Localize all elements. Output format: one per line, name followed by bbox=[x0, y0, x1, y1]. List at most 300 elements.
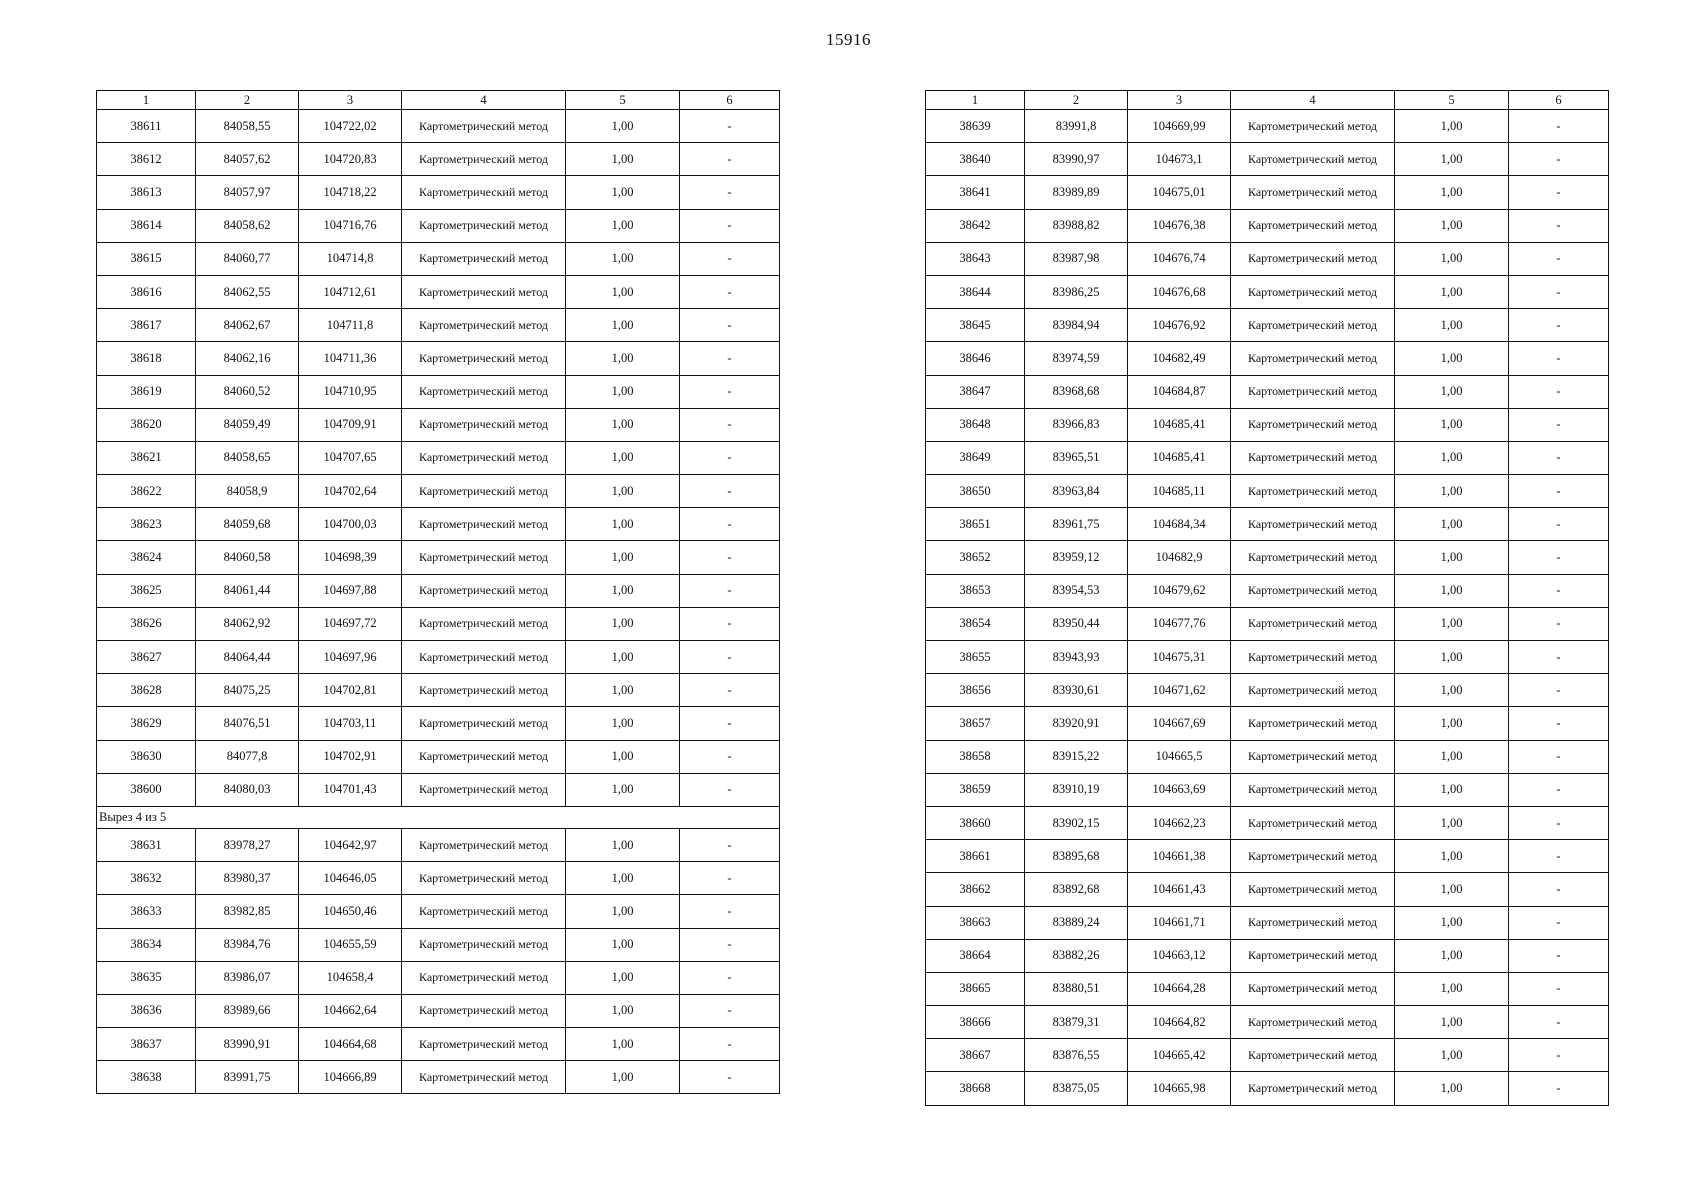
accuracy-cell: 1,00 bbox=[1395, 939, 1509, 972]
y-coordinate-cell: 104722,02 bbox=[299, 110, 402, 143]
y-coordinate-cell: 104702,64 bbox=[299, 475, 402, 508]
accuracy-cell: 1,00 bbox=[566, 674, 680, 707]
accuracy-cell: 1,00 bbox=[1395, 607, 1509, 640]
table-row bbox=[926, 873, 1609, 906]
method-cell: Картометрический метод bbox=[1231, 143, 1395, 176]
y-coordinate-cell: 104685,41 bbox=[1128, 408, 1231, 441]
y-coordinate-cell: 104646,05 bbox=[299, 862, 402, 895]
y-coordinate-cell: 104671,62 bbox=[1128, 674, 1231, 707]
description-cell: - bbox=[1509, 209, 1609, 242]
x-coordinate-cell: 83986,25 bbox=[1025, 275, 1128, 308]
method-cell: Картометрический метод bbox=[1231, 110, 1395, 143]
table-row bbox=[926, 475, 1609, 508]
table-row bbox=[97, 275, 780, 308]
y-coordinate-cell: 104714,8 bbox=[299, 242, 402, 275]
description-cell: - bbox=[680, 895, 780, 928]
y-coordinate-cell: 104662,64 bbox=[299, 994, 402, 1027]
table-row bbox=[97, 674, 780, 707]
y-coordinate-cell: 104697,72 bbox=[299, 607, 402, 640]
x-coordinate-cell: 84059,68 bbox=[196, 508, 299, 541]
accuracy-cell: 1,00 bbox=[566, 994, 680, 1027]
point-number-cell: 38658 bbox=[926, 740, 1025, 773]
accuracy-cell: 1,00 bbox=[566, 574, 680, 607]
point-number-cell: 38617 bbox=[97, 309, 196, 342]
accuracy-cell: 1,00 bbox=[1395, 541, 1509, 574]
point-number-cell: 38634 bbox=[97, 928, 196, 961]
method-cell: Картометрический метод bbox=[402, 641, 566, 674]
point-number-cell: 38637 bbox=[97, 1028, 196, 1061]
method-cell: Картометрический метод bbox=[402, 574, 566, 607]
point-number-cell: 38631 bbox=[97, 828, 196, 861]
accuracy-cell: 1,00 bbox=[1395, 342, 1509, 375]
method-cell: Картометрический метод bbox=[1231, 906, 1395, 939]
method-cell: Картометрический метод bbox=[1231, 1072, 1395, 1105]
y-coordinate-cell: 104682,49 bbox=[1128, 342, 1231, 375]
column-header-1: 1 bbox=[97, 91, 196, 110]
accuracy-cell: 1,00 bbox=[566, 441, 680, 474]
y-coordinate-cell: 104663,69 bbox=[1128, 773, 1231, 806]
point-number-cell: 38640 bbox=[926, 143, 1025, 176]
description-cell: - bbox=[1509, 1039, 1609, 1072]
point-number-cell: 38618 bbox=[97, 342, 196, 375]
table-row bbox=[926, 209, 1609, 242]
point-number-cell: 38624 bbox=[97, 541, 196, 574]
y-coordinate-cell: 104662,23 bbox=[1128, 806, 1231, 839]
table-row bbox=[926, 906, 1609, 939]
point-number-cell: 38638 bbox=[97, 1061, 196, 1094]
point-number-cell: 38644 bbox=[926, 275, 1025, 308]
y-coordinate-cell: 104675,01 bbox=[1128, 176, 1231, 209]
x-coordinate-cell: 83982,85 bbox=[196, 895, 299, 928]
column-header-4: 4 bbox=[402, 91, 566, 110]
table-row bbox=[926, 275, 1609, 308]
x-coordinate-cell: 83876,55 bbox=[1025, 1039, 1128, 1072]
description-cell: - bbox=[1509, 342, 1609, 375]
table-row bbox=[926, 408, 1609, 441]
description-cell: - bbox=[1509, 1072, 1609, 1105]
description-cell: - bbox=[1509, 574, 1609, 607]
table-header-row bbox=[926, 91, 1609, 110]
point-number-cell: 38665 bbox=[926, 972, 1025, 1005]
description-cell: - bbox=[1509, 475, 1609, 508]
method-cell: Картометрический метод bbox=[1231, 607, 1395, 640]
point-number-cell: 38646 bbox=[926, 342, 1025, 375]
table-row bbox=[97, 895, 780, 928]
x-coordinate-cell: 83950,44 bbox=[1025, 607, 1128, 640]
table-row bbox=[926, 972, 1609, 1005]
accuracy-cell: 1,00 bbox=[1395, 773, 1509, 806]
accuracy-cell: 1,00 bbox=[566, 828, 680, 861]
accuracy-cell: 1,00 bbox=[1395, 242, 1509, 275]
method-cell: Картометрический метод bbox=[1231, 674, 1395, 707]
x-coordinate-cell: 83915,22 bbox=[1025, 740, 1128, 773]
description-cell: - bbox=[680, 508, 780, 541]
point-number-cell: 38612 bbox=[97, 143, 196, 176]
description-cell: - bbox=[680, 607, 780, 640]
accuracy-cell: 1,00 bbox=[1395, 806, 1509, 839]
x-coordinate-cell: 84077,8 bbox=[196, 740, 299, 773]
table-row bbox=[97, 375, 780, 408]
method-cell: Картометрический метод bbox=[1231, 840, 1395, 873]
description-cell: - bbox=[1509, 143, 1609, 176]
y-coordinate-cell: 104702,81 bbox=[299, 674, 402, 707]
table-row bbox=[926, 541, 1609, 574]
accuracy-cell: 1,00 bbox=[1395, 740, 1509, 773]
method-cell: Картометрический метод bbox=[402, 309, 566, 342]
x-coordinate-cell: 84057,97 bbox=[196, 176, 299, 209]
point-number-cell: 38619 bbox=[97, 375, 196, 408]
table-row bbox=[926, 939, 1609, 972]
coordinates-table-right bbox=[925, 90, 1609, 1106]
accuracy-cell: 1,00 bbox=[1395, 873, 1509, 906]
method-cell: Картометрический метод bbox=[1231, 939, 1395, 972]
x-coordinate-cell: 83943,93 bbox=[1025, 641, 1128, 674]
x-coordinate-cell: 83882,26 bbox=[1025, 939, 1128, 972]
method-cell: Картометрический метод bbox=[402, 828, 566, 861]
point-number-cell: 38641 bbox=[926, 176, 1025, 209]
table-row bbox=[97, 828, 780, 861]
page-number: 15916 bbox=[826, 30, 871, 49]
description-cell: - bbox=[680, 176, 780, 209]
point-number-cell: 38620 bbox=[97, 408, 196, 441]
x-coordinate-cell: 83987,98 bbox=[1025, 242, 1128, 275]
y-coordinate-cell: 104665,5 bbox=[1128, 740, 1231, 773]
description-cell: - bbox=[1509, 508, 1609, 541]
point-number-cell: 38616 bbox=[97, 275, 196, 308]
table-row bbox=[97, 1061, 780, 1094]
y-coordinate-cell: 104700,03 bbox=[299, 508, 402, 541]
table-row bbox=[926, 143, 1609, 176]
x-coordinate-cell: 83902,15 bbox=[1025, 806, 1128, 839]
y-coordinate-cell: 104663,12 bbox=[1128, 939, 1231, 972]
point-number-cell: 38613 bbox=[97, 176, 196, 209]
description-cell: - bbox=[680, 275, 780, 308]
description-cell: - bbox=[680, 574, 780, 607]
x-coordinate-cell: 83895,68 bbox=[1025, 840, 1128, 873]
table-row bbox=[926, 309, 1609, 342]
x-coordinate-cell: 84058,55 bbox=[196, 110, 299, 143]
point-number-cell: 38648 bbox=[926, 408, 1025, 441]
column-header-3: 3 bbox=[299, 91, 402, 110]
description-cell: - bbox=[1509, 607, 1609, 640]
accuracy-cell: 1,00 bbox=[1395, 840, 1509, 873]
accuracy-cell: 1,00 bbox=[1395, 674, 1509, 707]
x-coordinate-cell: 83910,19 bbox=[1025, 773, 1128, 806]
y-coordinate-cell: 104666,89 bbox=[299, 1061, 402, 1094]
method-cell: Картометрический метод bbox=[402, 242, 566, 275]
method-cell: Картометрический метод bbox=[1231, 972, 1395, 1005]
point-number-cell: 38611 bbox=[97, 110, 196, 143]
x-coordinate-cell: 83966,83 bbox=[1025, 408, 1128, 441]
point-number-cell: 38660 bbox=[926, 806, 1025, 839]
table-row bbox=[97, 242, 780, 275]
column-header-6: 6 bbox=[1509, 91, 1609, 110]
accuracy-cell: 1,00 bbox=[566, 110, 680, 143]
description-cell: - bbox=[680, 541, 780, 574]
accuracy-cell: 1,00 bbox=[1395, 143, 1509, 176]
description-cell: - bbox=[680, 828, 780, 861]
accuracy-cell: 1,00 bbox=[1395, 574, 1509, 607]
y-coordinate-cell: 104711,8 bbox=[299, 309, 402, 342]
description-cell: - bbox=[1509, 806, 1609, 839]
method-cell: Картометрический метод bbox=[1231, 275, 1395, 308]
y-coordinate-cell: 104676,92 bbox=[1128, 309, 1231, 342]
x-coordinate-cell: 84057,62 bbox=[196, 143, 299, 176]
accuracy-cell: 1,00 bbox=[1395, 110, 1509, 143]
point-number-cell: 38652 bbox=[926, 541, 1025, 574]
point-number-cell: 38633 bbox=[97, 895, 196, 928]
table-row bbox=[926, 1072, 1609, 1105]
y-coordinate-cell: 104650,46 bbox=[299, 895, 402, 928]
point-number-cell: 38614 bbox=[97, 209, 196, 242]
x-coordinate-cell: 83980,37 bbox=[196, 862, 299, 895]
table-row bbox=[97, 994, 780, 1027]
x-coordinate-cell: 84080,03 bbox=[196, 773, 299, 806]
y-coordinate-cell: 104701,43 bbox=[299, 773, 402, 806]
method-cell: Картометрический метод bbox=[402, 375, 566, 408]
y-coordinate-cell: 104684,34 bbox=[1128, 508, 1231, 541]
method-cell: Картометрический метод bbox=[402, 342, 566, 375]
x-coordinate-cell: 84058,62 bbox=[196, 209, 299, 242]
table-row bbox=[97, 475, 780, 508]
column-header-5: 5 bbox=[1395, 91, 1509, 110]
y-coordinate-cell: 104661,71 bbox=[1128, 906, 1231, 939]
point-number-cell: 38632 bbox=[97, 862, 196, 895]
x-coordinate-cell: 83991,75 bbox=[196, 1061, 299, 1094]
table-row bbox=[926, 773, 1609, 806]
point-number-cell: 38647 bbox=[926, 375, 1025, 408]
table-row bbox=[97, 707, 780, 740]
x-coordinate-cell: 84060,52 bbox=[196, 375, 299, 408]
column-header-2: 2 bbox=[196, 91, 299, 110]
description-cell: - bbox=[1509, 707, 1609, 740]
method-cell: Картометрический метод bbox=[1231, 707, 1395, 740]
y-coordinate-cell: 104679,62 bbox=[1128, 574, 1231, 607]
y-coordinate-cell: 104642,97 bbox=[299, 828, 402, 861]
method-cell: Картометрический метод bbox=[402, 994, 566, 1027]
column-header-3: 3 bbox=[1128, 91, 1231, 110]
x-coordinate-cell: 84062,92 bbox=[196, 607, 299, 640]
x-coordinate-cell: 83880,51 bbox=[1025, 972, 1128, 1005]
x-coordinate-cell: 84059,49 bbox=[196, 408, 299, 441]
accuracy-cell: 1,00 bbox=[566, 275, 680, 308]
table-row bbox=[97, 740, 780, 773]
method-cell: Картометрический метод bbox=[402, 707, 566, 740]
accuracy-cell: 1,00 bbox=[566, 862, 680, 895]
point-number-cell: 38654 bbox=[926, 607, 1025, 640]
method-cell: Картометрический метод bbox=[1231, 740, 1395, 773]
description-cell: - bbox=[1509, 176, 1609, 209]
point-number-cell: 38600 bbox=[97, 773, 196, 806]
accuracy-cell: 1,00 bbox=[566, 1061, 680, 1094]
description-cell: - bbox=[1509, 740, 1609, 773]
table-row bbox=[926, 342, 1609, 375]
y-coordinate-cell: 104665,42 bbox=[1128, 1039, 1231, 1072]
x-coordinate-cell: 83961,75 bbox=[1025, 508, 1128, 541]
method-cell: Картометрический метод bbox=[402, 209, 566, 242]
method-cell: Картометрический метод bbox=[1231, 309, 1395, 342]
y-coordinate-cell: 104707,65 bbox=[299, 441, 402, 474]
accuracy-cell: 1,00 bbox=[1395, 441, 1509, 474]
table-row bbox=[97, 961, 780, 994]
method-cell: Картометрический метод bbox=[402, 928, 566, 961]
column-header-1: 1 bbox=[926, 91, 1025, 110]
table-row bbox=[97, 143, 780, 176]
accuracy-cell: 1,00 bbox=[1395, 707, 1509, 740]
y-coordinate-cell: 104669,99 bbox=[1128, 110, 1231, 143]
description-cell: - bbox=[680, 143, 780, 176]
table-row bbox=[926, 110, 1609, 143]
point-number-cell: 38666 bbox=[926, 1006, 1025, 1039]
description-cell: - bbox=[680, 641, 780, 674]
method-cell: Картометрический метод bbox=[402, 961, 566, 994]
accuracy-cell: 1,00 bbox=[1395, 641, 1509, 674]
description-cell: - bbox=[680, 110, 780, 143]
description-cell: - bbox=[1509, 375, 1609, 408]
accuracy-cell: 1,00 bbox=[566, 309, 680, 342]
table-row bbox=[97, 342, 780, 375]
accuracy-cell: 1,00 bbox=[566, 342, 680, 375]
table-row bbox=[97, 1028, 780, 1061]
method-cell: Картометрический метод bbox=[402, 508, 566, 541]
description-cell: - bbox=[1509, 408, 1609, 441]
x-coordinate-cell: 83889,24 bbox=[1025, 906, 1128, 939]
description-cell: - bbox=[680, 408, 780, 441]
y-coordinate-cell: 104698,39 bbox=[299, 541, 402, 574]
table-row bbox=[97, 541, 780, 574]
description-cell: - bbox=[1509, 939, 1609, 972]
accuracy-cell: 1,00 bbox=[1395, 1072, 1509, 1105]
table-row bbox=[926, 176, 1609, 209]
description-cell: - bbox=[680, 1061, 780, 1094]
method-cell: Картометрический метод bbox=[1231, 541, 1395, 574]
table-row bbox=[97, 441, 780, 474]
point-number-cell: 38629 bbox=[97, 707, 196, 740]
x-coordinate-cell: 83930,61 bbox=[1025, 674, 1128, 707]
point-number-cell: 38642 bbox=[926, 209, 1025, 242]
table-row bbox=[97, 408, 780, 441]
accuracy-cell: 1,00 bbox=[566, 773, 680, 806]
x-coordinate-cell: 83989,66 bbox=[196, 994, 299, 1027]
method-cell: Картометрический метод bbox=[402, 275, 566, 308]
x-coordinate-cell: 83978,27 bbox=[196, 828, 299, 861]
description-cell: - bbox=[1509, 309, 1609, 342]
x-coordinate-cell: 83991,8 bbox=[1025, 110, 1128, 143]
point-number-cell: 38661 bbox=[926, 840, 1025, 873]
accuracy-cell: 1,00 bbox=[566, 209, 680, 242]
method-cell: Картометрический метод bbox=[402, 607, 566, 640]
method-cell: Картометрический метод bbox=[1231, 873, 1395, 906]
description-cell: - bbox=[1509, 773, 1609, 806]
accuracy-cell: 1,00 bbox=[566, 242, 680, 275]
accuracy-cell: 1,00 bbox=[1395, 475, 1509, 508]
accuracy-cell: 1,00 bbox=[566, 475, 680, 508]
y-coordinate-cell: 104673,1 bbox=[1128, 143, 1231, 176]
table-row bbox=[926, 840, 1609, 873]
point-number-cell: 38662 bbox=[926, 873, 1025, 906]
y-coordinate-cell: 104712,61 bbox=[299, 275, 402, 308]
y-coordinate-cell: 104702,91 bbox=[299, 740, 402, 773]
y-coordinate-cell: 104661,38 bbox=[1128, 840, 1231, 873]
description-cell: - bbox=[680, 1028, 780, 1061]
point-number-cell: 38639 bbox=[926, 110, 1025, 143]
accuracy-cell: 1,00 bbox=[566, 541, 680, 574]
x-coordinate-cell: 83988,82 bbox=[1025, 209, 1128, 242]
y-coordinate-cell: 104658,4 bbox=[299, 961, 402, 994]
x-coordinate-cell: 84060,77 bbox=[196, 242, 299, 275]
description-cell: - bbox=[680, 740, 780, 773]
accuracy-cell: 1,00 bbox=[566, 707, 680, 740]
x-coordinate-cell: 83986,07 bbox=[196, 961, 299, 994]
table-row bbox=[926, 574, 1609, 607]
description-cell: - bbox=[1509, 441, 1609, 474]
description-cell: - bbox=[680, 342, 780, 375]
x-coordinate-cell: 83984,76 bbox=[196, 928, 299, 961]
point-number-cell: 38626 bbox=[97, 607, 196, 640]
x-coordinate-cell: 84061,44 bbox=[196, 574, 299, 607]
point-number-cell: 38668 bbox=[926, 1072, 1025, 1105]
table-row bbox=[97, 574, 780, 607]
method-cell: Картометрический метод bbox=[402, 441, 566, 474]
description-cell: - bbox=[1509, 873, 1609, 906]
table-row bbox=[926, 375, 1609, 408]
description-cell: - bbox=[680, 209, 780, 242]
accuracy-cell: 1,00 bbox=[1395, 176, 1509, 209]
description-cell: - bbox=[680, 862, 780, 895]
y-coordinate-cell: 104703,11 bbox=[299, 707, 402, 740]
table-row bbox=[97, 862, 780, 895]
column-header-6: 6 bbox=[680, 91, 780, 110]
point-number-cell: 38615 bbox=[97, 242, 196, 275]
y-coordinate-cell: 104677,76 bbox=[1128, 607, 1231, 640]
x-coordinate-cell: 84062,16 bbox=[196, 342, 299, 375]
accuracy-cell: 1,00 bbox=[566, 143, 680, 176]
description-cell: - bbox=[680, 674, 780, 707]
point-number-cell: 38655 bbox=[926, 641, 1025, 674]
section-title: Вырез 4 из 5 bbox=[97, 806, 780, 828]
description-cell: - bbox=[680, 375, 780, 408]
method-cell: Картометрический метод bbox=[1231, 1006, 1395, 1039]
point-number-cell: 38656 bbox=[926, 674, 1025, 707]
y-coordinate-cell: 104685,41 bbox=[1128, 441, 1231, 474]
accuracy-cell: 1,00 bbox=[1395, 906, 1509, 939]
y-coordinate-cell: 104710,95 bbox=[299, 375, 402, 408]
y-coordinate-cell: 104709,91 bbox=[299, 408, 402, 441]
method-cell: Картометрический метод bbox=[402, 110, 566, 143]
method-cell: Картометрический метод bbox=[1231, 1039, 1395, 1072]
x-coordinate-cell: 84076,51 bbox=[196, 707, 299, 740]
table-row bbox=[926, 1006, 1609, 1039]
method-cell: Картометрический метод bbox=[1231, 176, 1395, 209]
description-cell: - bbox=[680, 961, 780, 994]
y-coordinate-cell: 104716,76 bbox=[299, 209, 402, 242]
point-number-cell: 38635 bbox=[97, 961, 196, 994]
table-row bbox=[926, 707, 1609, 740]
coordinates-table-left bbox=[96, 90, 780, 1094]
x-coordinate-cell: 84058,65 bbox=[196, 441, 299, 474]
accuracy-cell: 1,00 bbox=[566, 607, 680, 640]
x-coordinate-cell: 83974,59 bbox=[1025, 342, 1128, 375]
table-row bbox=[97, 110, 780, 143]
section-row bbox=[97, 806, 780, 828]
accuracy-cell: 1,00 bbox=[1395, 209, 1509, 242]
method-cell: Картометрический метод bbox=[402, 176, 566, 209]
y-coordinate-cell: 104682,9 bbox=[1128, 541, 1231, 574]
method-cell: Картометрический метод bbox=[402, 1061, 566, 1094]
table-row bbox=[97, 641, 780, 674]
description-cell: - bbox=[680, 707, 780, 740]
method-cell: Картометрический метод bbox=[1231, 574, 1395, 607]
